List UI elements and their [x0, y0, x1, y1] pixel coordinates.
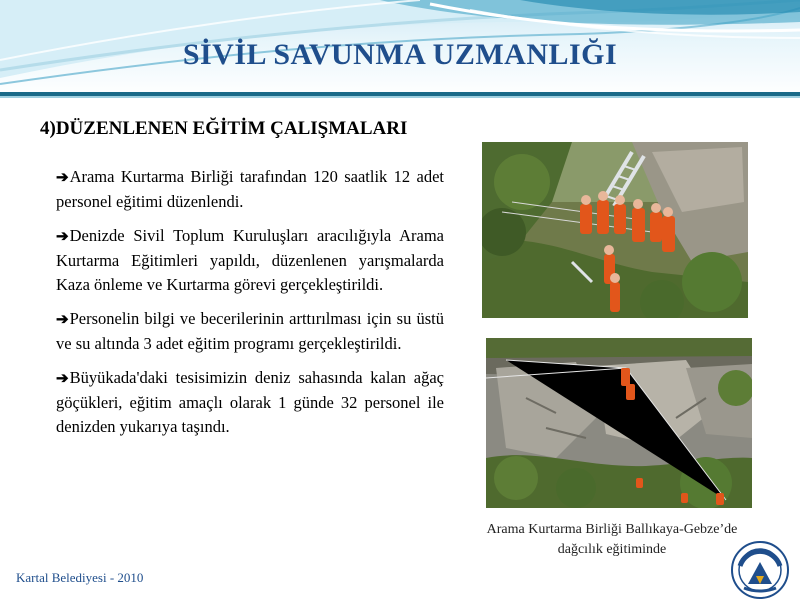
- list-item: [56, 165, 444, 214]
- arrow-right-icon: ➔: [56, 371, 69, 387]
- arrow-right-icon: ➔: [56, 170, 69, 186]
- bullet-text: Personelin bilgi ve becerilerinin arttırılması için su üstü ve su altında 3 adet eğitim programı gerçekleştirildi.: [56, 309, 444, 353]
- rescue-team-photo: [482, 142, 748, 318]
- page-title: SİVİL SAVUNMA UZMANLIĞI: [182, 38, 618, 71]
- caption-line-1: Arama Kurtarma Birliği Ballıkaya-Gebze’de: [486, 522, 738, 537]
- municipality-logo: [730, 540, 790, 600]
- bullet-list: [56, 165, 444, 449]
- arrow-right-icon: ➔: [56, 312, 69, 328]
- bullet-text: Denizde Sivil Toplum Kuruluşları aracılığıyla Arama Kurtarma Eğitimleri yapıldı, düzenlenen yarışmalarda Kaza önleme ve Kurtarma görevi gerçekleştirildi.: [56, 226, 444, 294]
- photo-caption: [462, 520, 762, 560]
- title-divider-light: [0, 96, 800, 98]
- section-heading: 4)DÜZENLENEN EĞİTİM ÇALIŞMALARI: [40, 118, 408, 139]
- caption-line-2: dağcılık eğitiminde: [557, 542, 667, 557]
- list-item: [56, 307, 444, 356]
- header-banner: [0, 0, 800, 96]
- cliff-training-photo: [486, 338, 752, 508]
- arrow-right-icon: ➔: [56, 229, 69, 245]
- list-item: [56, 224, 444, 297]
- bullet-text: Büyükada'daki tesisimizin deniz sahasında kalan ağaç göçükleri, eğitim amaçlı olarak 1 günde 32 personel ile denizden yukarıya taşındı.: [56, 368, 444, 436]
- list-item: [56, 366, 444, 439]
- bullet-text: Arama Kurtarma Birliği tarafından 120 saatlik 12 adet personel eğitimi düzenlendi.: [56, 167, 444, 211]
- footer-text: Kartal Belediyesi - 2010: [16, 570, 144, 585]
